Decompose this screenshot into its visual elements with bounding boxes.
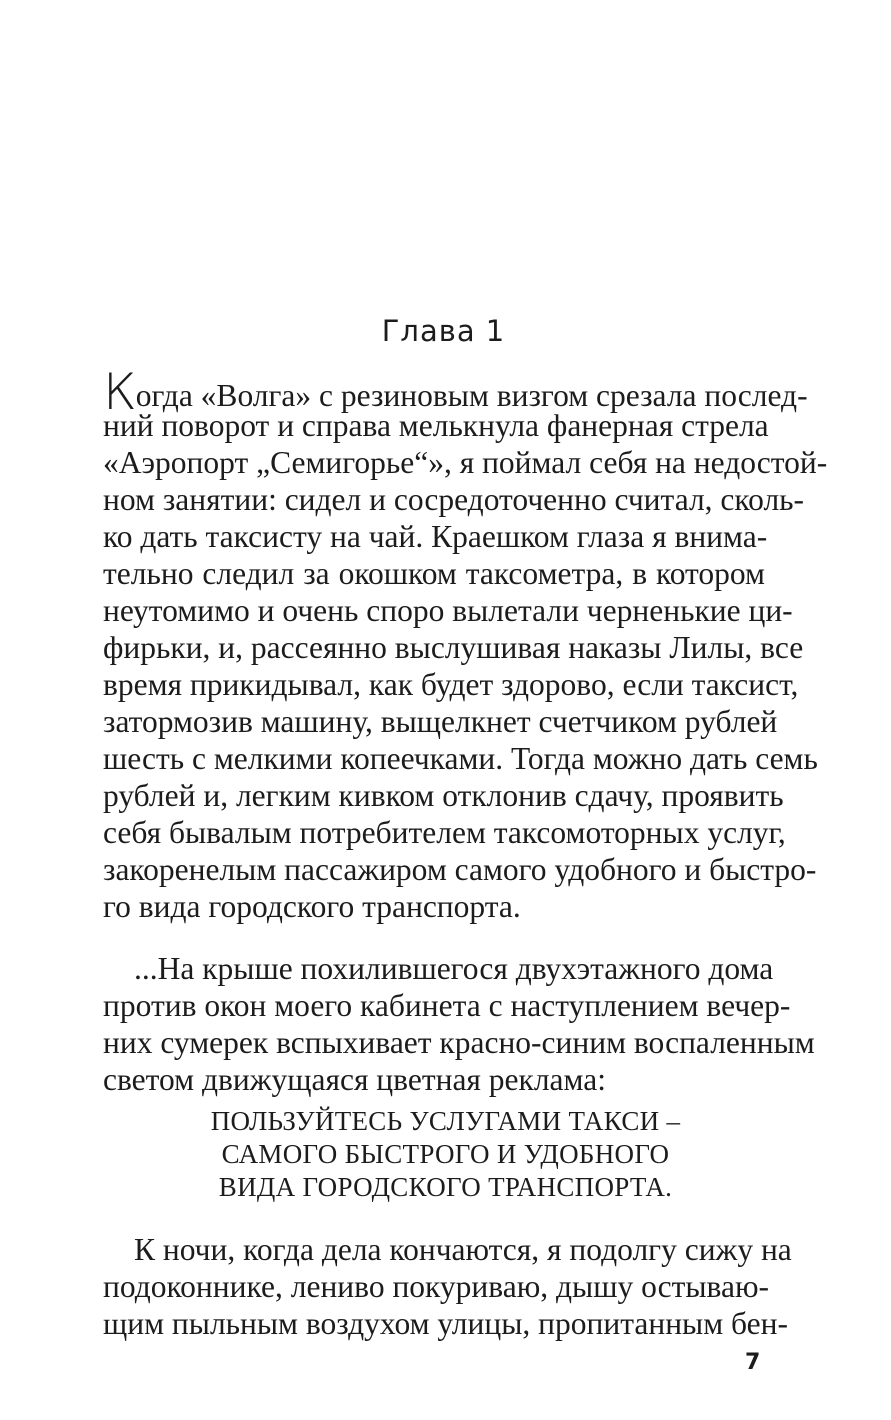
sign-line: САМОГО БЫСТРОГО И УДОБНОГО xyxy=(221,1139,670,1169)
text-line: время прикидывал, как будет здорово, если таксист, xyxy=(103,667,799,702)
text-line: фирьки, и, рассеянно выслушивая наказы Лилы, все xyxy=(103,630,804,665)
text-line: светом движущаяся цветная реклама: xyxy=(103,1062,606,1097)
text-line: го вида городского транспорта. xyxy=(103,889,521,924)
text-line: «Аэропорт „Семигорье“», я поймал себя на недостой- xyxy=(103,445,828,480)
drop-cap: К xyxy=(103,363,137,421)
text-line: ...На крыше похилившегося двухэтажного дома xyxy=(134,951,774,986)
text-line: рублей и, легким кивком отклонив сдачу, проявить xyxy=(103,778,784,813)
sign-line: ВИДА ГОРОДСКОГО ТРАНСПОРТА. xyxy=(218,1172,673,1202)
text-line: Когда «Волга» с резиновым визгом срезала послед- xyxy=(103,363,808,421)
page-number: 7 xyxy=(745,1350,761,1375)
text-line: ний поворот и справа мелькнула фанерная стрела xyxy=(103,408,769,443)
text-line: закоренелым пассажиром самого удобного и быстро- xyxy=(103,852,817,887)
text-line: них сумерек вспыхивает красно-синим воспаленным xyxy=(103,1025,815,1060)
text-line: К ночи, когда дела кончаются, я подолгу сижу на xyxy=(134,1232,792,1267)
text-line: подоконнике, лениво покуриваю, дышу остываю- xyxy=(103,1269,769,1304)
chapter-title: Глава 1 xyxy=(381,314,506,348)
text-line: шесть с мелкими копеечками. Тогда можно дать семь xyxy=(103,741,818,776)
text-line: затормозив машину, выщелкнет счетчиком рублей xyxy=(103,704,778,739)
text-line: щим пыльным воздухом улицы, пропитанным бен- xyxy=(103,1306,788,1341)
text-line: ном занятии: сидел и сосредоточенно считал, сколь- xyxy=(103,482,805,517)
sign-line: ПОЛЬЗУЙТЕСЬ УСЛУГАМИ ТАКСИ – xyxy=(210,1106,681,1136)
text-line: против окон моего кабинета с наступлением вечер- xyxy=(103,988,791,1023)
text-line: тельно следил за окошком таксометра, в котором xyxy=(103,556,765,591)
text-line: себя бывалым потребителем таксомоторных услуг, xyxy=(103,815,786,850)
text-line: ко дать таксисту на чай. Краешком глаза я внима- xyxy=(103,519,768,554)
text-line: неутомимо и очень споро вылетали черненькие ци- xyxy=(103,593,793,628)
